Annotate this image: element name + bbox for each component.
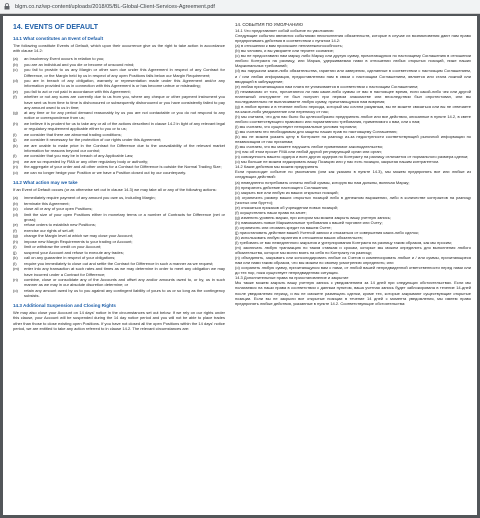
russian-paragraph: (g) изменить уровень маржи, при котором мы можем закрыть вашу учетную запись; (235, 214, 391, 220)
section-title: 14. EVENTS OF DEFAULT (13, 24, 99, 31)
russian-paragraph: (i) мы считаем, что существуют ненормальные условия торговли; (235, 123, 357, 129)
list-item (13, 170, 225, 175)
russian-paragraph: (d) ограничить размер ваших открытых позиций либо в денежном выражении, либо в количестве контрактов на разницу (чистых или брутто); (235, 194, 471, 205)
list-item-marker: (m) (13, 266, 19, 272)
list-item-marker: (a) (13, 195, 18, 201)
list-item-text: combine, close or consolidate any of the Accounts and offset any and/or amounts owed to, or by, us in such manner as we may in our absolute discretion determine; or (24, 277, 225, 288)
subsection-heading-14-2: 14.2 What action may we take (13, 180, 78, 186)
list-item (13, 228, 225, 233)
list-item (13, 67, 225, 77)
list-item-marker: (d) (13, 78, 18, 84)
list-item (13, 94, 225, 110)
list-item-marker: (f) (13, 94, 17, 100)
list-item (13, 56, 225, 61)
russian-paragraph: Следующие события являются событиями неисполнения обязательств, которые в случае их возникновения дают нам право предпринимать действия в соответствии с пунктом 14.2: (235, 33, 471, 44)
list-item-marker: (f) (13, 227, 17, 233)
lock-icon (4, 3, 11, 10)
list-item (13, 255, 225, 260)
list-item (13, 250, 225, 255)
list-item-text: an Insolvency Event occurs in relation to you; (24, 56, 105, 62)
list-item (13, 143, 225, 153)
list-item (13, 212, 225, 222)
list-item (13, 110, 225, 120)
russian-paragraph: (b) вы человек, и вы умираете или теряете сознание; (235, 48, 334, 54)
russian-paragraph: 14.2 Какие действия мы можем предпринять (235, 164, 319, 170)
russian-column (235, 22, 471, 306)
list-item-text: you are an individual and you die or become of unsound mind; (24, 61, 135, 67)
list-item (13, 137, 225, 142)
list-item-marker: (i) (13, 131, 17, 137)
list-item-text: at any time or for any period demand reasonably by us you are not contactable or you do not respond to any notice or correspondence from us; (24, 110, 225, 121)
list-item-marker: (a) (13, 56, 18, 62)
russian-paragraph: 14.1 Что представляет собой событие по умолчанию (235, 28, 334, 34)
paragraph-14-1-intro: The following constitute Events of Default, which upon their occurrence give us the right to take action in accordance with clause 14.2: (13, 43, 225, 54)
list-item-marker: (h) (13, 120, 18, 126)
russian-paragraph: (a) в отношении к вам произошел неплатежеспособность; (235, 43, 343, 49)
list-item (13, 62, 225, 67)
address-bar[interactable] (0, 0, 480, 14)
list-item-text: the aggregate of your order and all other orders for a Contract for Difference is outside the Normal Trading Size; (24, 164, 222, 170)
russian-paragraph: 14.3 Дополнительные права на приостановление и закрытие (235, 275, 349, 281)
list-item-marker: (d) (13, 211, 18, 217)
russian-paragraph: (m) нас об этом просит FMA или любой другой регулирующий орган или орган; (235, 149, 382, 155)
list-item-marker: (b) (13, 61, 18, 67)
list-item-marker: (c) (13, 206, 18, 212)
paragraph-14-3: We may also close your Account on 14 days' notice in the circumstances set out below. If we rely on our rights under this clause, your Account will be suspended during the 14 day notice period and you will not be able to place trades other than those to close existing open Positions. If you have not closed all the open Positions within the 14 days' notice period, we are entitled to take any action referred to in clause 14.2. The relevant circumstances are: (13, 310, 225, 331)
list-item-text: we believe it is prudent for us to take any or all of the actions described in clause 14.2 in light of any relevant legal or regulatory requirement applicable either to you or to us; (24, 120, 226, 132)
list-item-marker: (o) (13, 287, 18, 293)
russian-paragraph: (j) приостановить действие вашей Учетной записи и отказаться от совершения каких-либо сделок; (235, 229, 419, 235)
russian-paragraph: (f) осуществлять наши права на зачет; (235, 209, 307, 215)
russian-paragraph: (k) мы не можем указать цену в Контракте на разницу из-за недоступности соответствующей рыночной информации по независящим от нас причинам; (235, 134, 471, 145)
russian-paragraph: (c) вы не предоставили нам маржу либо Маржу или другую сумму, причитающуюся по настоящему Соглашению в отношении любого Контракта на разницу, или Маржа, удерживаемая нами в отношении любых открытых позиций, ниже наших Маржинальных требований; (235, 53, 471, 69)
list-item (13, 288, 225, 298)
list-item-marker: (k) (13, 142, 18, 148)
list-item-text: close all or any of your open Positions; (24, 206, 93, 212)
list-item-text: call on any guarantee in respect of your obligations; (24, 255, 116, 261)
list-item (13, 121, 225, 131)
list-item-marker: (k) (13, 255, 18, 261)
subsection-heading-14-3: 14.3 Additional Suspension and Closing Rights (13, 303, 116, 309)
list-item-text: refuse orders to establish new Positions; (24, 222, 96, 228)
list-item-text: we are unable to make price in the Contract for Difference due to the unavailability of the relevant market information for reasons beyond our control; (24, 142, 225, 153)
list-item-marker: (l) (13, 260, 17, 266)
list-item-text: we can no longer hedge your Position or we have a Position closed out by our counterparty. (24, 169, 187, 175)
list-item-marker: (l) (13, 153, 17, 159)
list-item (13, 153, 225, 158)
list-item-marker: (i) (13, 244, 17, 250)
russian-section-title: 14. СОБЫТИЯ ПО УМОЛЧАНИЮ (235, 22, 303, 27)
list-item-text: change the Margin level at which we may close your Account; (24, 233, 133, 239)
russian-paragraph: (g) в любое время и в течение любого периода, который мы сочтем разумным, вы не можете связаться или вы не отвечаете на какое-либо уведомление или переписку от нас; (235, 103, 471, 114)
russian-paragraph: (l) мы считаем, что вы можете нарушить любое применимое законодательство; (235, 144, 384, 150)
list-item-text: limit or withdraw the credit on your Account; (24, 244, 102, 250)
list-item-text: we consider that there are abnormal trading conditions; (24, 131, 122, 137)
list-item-text: you fail to provide to us any Margin or other sum due under this Agreement in respect of any Contract for Difference, or the Margin held by us in respect of any open Positions falls below our Margin Requirement; (24, 67, 225, 78)
russian-paragraph: (h) навязывать новые Маржинальные требования к вашей торговле или Счету; (235, 219, 383, 225)
list-item (13, 206, 225, 211)
list-item (13, 244, 225, 249)
list-item (13, 195, 225, 200)
list-item (13, 164, 225, 169)
list-item-marker: (j) (13, 249, 17, 255)
list-item-marker: (m) (13, 158, 19, 164)
list-item-marker: (o) (13, 169, 18, 175)
pdf-page (3, 16, 477, 515)
paragraph-14-2-intro: If an Event of Default occurs (or as otherwise set out in clause 14.3) we may take all or any of the following actions: (13, 187, 217, 193)
list-item (13, 266, 225, 276)
list-item (13, 277, 225, 287)
list-item (13, 78, 225, 88)
russian-paragraph: (o) сохранить любую сумму, причитающуюся вам с нами, от любой вашей непредвиденной ответственности перед нами или до тех пор, пока существует непредвиденная ситуация. (235, 265, 471, 276)
list-item-text: you are in breach of any obligation, warranty or representation made under this Agreement and/or any information provided to us in connection with this Agreement is or has become untrue or misleading; (24, 78, 225, 89)
russian-paragraph: (i) ограничить или отозвать кредит на вашем Счете; (235, 224, 332, 230)
russian-paragraph: (l) требовать от вас немедленного закрытия и урегулирования Контракта на разницу таким образом, как мы просим; (235, 240, 452, 246)
list-14-2 (13, 195, 225, 298)
russian-paragraph: (c) закрыть все или любую из ваших открытых позиций; (235, 189, 339, 195)
list-item-marker: (b) (13, 200, 18, 206)
list-item-marker: (j) (13, 137, 17, 143)
russian-paragraph: (j) мы считаем это необходимым для защиты наших прав по настоящему Соглашению; (235, 129, 398, 135)
list-item-marker: (n) (13, 277, 18, 283)
subsection-heading-14-1: 14.1 What constitutes an Event of Default (13, 36, 104, 41)
list-item-text: we consider it necessary for the protection of our rights under this Agreement; (24, 137, 162, 143)
list-item-text: require you immediately to close out and settle the Contract for Difference in such a manner as we request; (24, 260, 214, 266)
list-item-text: immediately require payment of any amount you owe us, including Margin; (24, 195, 156, 201)
russian-paragraph: (n) объединять, закрывать или консолидировать любые из Счетов и компенсировать любые и / или суммы, причитающиеся нам или нами таким образом, что мы можем по своему усмотрению определить; или (235, 255, 471, 266)
list-item-text: whether or not any sums are currently due to us from you, where any cheque or other payment instrument you have sent us from time to time is dishonoured or subsequently dishonoured or you have consistently failed to pay any amount owed to us in time; (24, 94, 225, 110)
list-item (13, 132, 225, 137)
list-item-marker: (n) (13, 164, 18, 170)
russian-paragraph: (e) любая причитающаяся нам плата не уплачивается в соответствии с настоящим Соглашением; (235, 83, 419, 89)
list-item-marker: (h) (13, 238, 18, 244)
english-column (13, 22, 225, 334)
russian-paragraph: (a) немедленно потребовать оплаты любой суммы, которую вы нам должны, включая Маржу; (235, 179, 410, 185)
list-item-text: exercise our rights of set-off; (24, 227, 75, 233)
russian-paragraph: Если происходит событие по умолчанию (или как указано в пункте 14.3), мы можем предпринять все или любые из следующих действий: (235, 169, 471, 180)
list-item-marker: (e) (13, 222, 18, 228)
russian-paragraph: (f) независимо от того, причитаются ли нам какие-либо суммы от вас в настоящее время, если какой-либо чек или другой платежный инструмент не был получен при первом знакомстве или впоследствии был опротестован, или вы последовательно не выплачиваете любую сумму, причитающуюся нам вовремя; (235, 88, 471, 104)
list-item-text: you fail to act or not paid in accordance with this Agreement; (24, 88, 131, 94)
list-item-text: we are so requested by FMA or any other regulatory body or authority; (24, 158, 149, 164)
list-item-text: enter into any transaction at such rates and times as we may determine in order to meet any obligation we may have incurred under a Contract for Difference; (24, 266, 225, 277)
list-item-text: limit the size of your open Positions either in monetary terms or a number of Contracts for Difference (net or gross); (24, 211, 225, 222)
russian-paragraph: (n) совокупность вашего ордера и всех других ордеров по Контракту на разницу отличается от нормального размера сделки; (235, 154, 469, 160)
list-item (13, 89, 225, 94)
russian-paragraph: (o) мы больше не можем хеджировать вашу Позицию или у нас есть позиция, закрытая нашим контрагентом. (235, 159, 440, 165)
url-text: blgm.co.nz/wp-content/uploads/2018/05/BL-Global-Client-Services-Agreement.pdf (15, 3, 215, 10)
russian-paragraph: (k) использовать любую гарантию в отношении ваших обязательств; (235, 235, 363, 241)
list-item (13, 239, 225, 244)
list-item-text: suspend your Account and refuse to execute any trades; (24, 249, 124, 255)
list-item-text: terminate this Agreement; (24, 200, 70, 206)
list-item-text: impose new Margin Requirements to your trading or Account; (24, 238, 133, 244)
list-item-marker: (c) (13, 67, 18, 73)
list-item (13, 222, 225, 227)
list-item-marker: (g) (13, 110, 18, 116)
list-item (13, 201, 225, 206)
list-item (13, 159, 225, 164)
list-item-text: retain any amount owed by us to you against any contingent liability of yours to us or so long as the contingency subsists. (24, 287, 225, 299)
list-item-text: we consider that you may be in breach of any Applicable Law; (24, 153, 134, 159)
list-item (13, 261, 225, 266)
russian-paragraph: (m) заключать любую транзакцию по таким ставкам и срокам, которые мы можем определить для выполнения любого обязательства, которое мы могли взять на себя по Контракту на разницу; (235, 245, 471, 256)
list-item-marker: (g) (13, 233, 18, 239)
list-item-marker: (e) (13, 88, 18, 94)
russian-paragraph: (h) мы считаем, что для нас было бы целесообразно предпринять любое или все действия, описанные в пункте 14.2, в свете любого соответствующего правового или нормативного требования, применимого к вам, или к нам; (235, 113, 471, 124)
list-14-1 (13, 56, 225, 175)
russian-paragraph: (e) отказаться приказов об учреждении новых позиций; (235, 204, 339, 210)
russian-paragraph: (d) вы нарушили какие-либо обязательства, гарантии или заверения, сделанные в соответствии с настоящим Соглашением, и / или любая информация, предоставленная нам в связи с настоящим Соглашением, является или стала ложной или вводящей в заблуждение; (235, 68, 471, 84)
russian-paragraph: Мы также можем закрыть вашу учетную запись с уведомлением за 14 дней при следующих обстоятельствах. Если мы полагаемся на наши права в соответствии с данным пунктом, ваша учетная запись будет заблокирована в течение 14-дней после уведомления период, и вы не сможете размещать сделки, кроме тех, которые закрывают существующие открытые позиции. Если вы не закрыли все открытые позиции в течение 14 дней с момента уведомления, мы имеем право предпринять любые действия, указанные в пункте 14.2. Соответствующие обстоятельства: (235, 280, 471, 306)
russian-paragraph: (b) прекратить действие настоящего Соглашения; (235, 184, 329, 190)
list-item (13, 233, 225, 238)
